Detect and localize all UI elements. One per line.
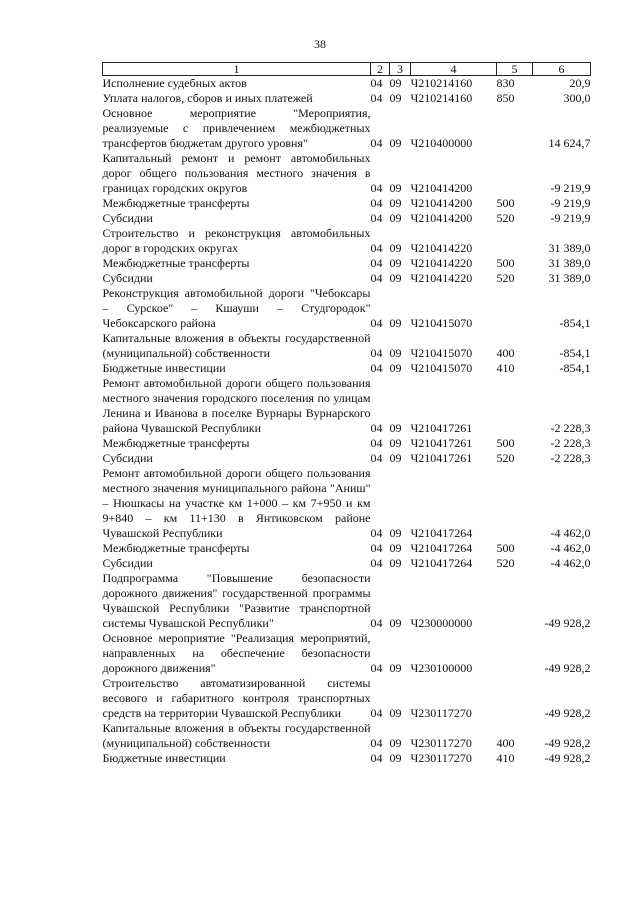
row-target-article: Ч210417264 bbox=[410, 541, 473, 555]
row-target-article: Ч210415070 bbox=[410, 316, 473, 330]
row-target-article: Ч230117270 bbox=[410, 706, 472, 720]
table-row bbox=[103, 751, 591, 766]
row-expense-type bbox=[497, 376, 533, 436]
row-section: 04 bbox=[370, 616, 383, 630]
row-target-article: Ч210414220 bbox=[410, 271, 473, 285]
row-amount: -4 462,0 bbox=[550, 526, 591, 540]
row-amount: -854,1 bbox=[559, 346, 591, 360]
row-target-article: Ч210400000 bbox=[410, 136, 473, 150]
row-name: Подпрограмма "Повышение безопасности дорожного движения" государственной программы Чувашской Республики "Развитие транспортной системы Чувашской Республики" bbox=[102, 571, 371, 630]
row-expense-type: 500 bbox=[496, 436, 515, 450]
row-amount: -49 928,2 bbox=[544, 736, 591, 750]
header-col-2: 2 bbox=[371, 63, 390, 76]
row-expense-type bbox=[497, 676, 533, 721]
table-row bbox=[103, 361, 591, 376]
row-amount: 31 389,0 bbox=[548, 256, 591, 270]
table-row bbox=[103, 721, 591, 751]
row-subsection: 09 bbox=[389, 361, 402, 375]
row-amount: -4 462,0 bbox=[550, 556, 591, 570]
table-row bbox=[103, 541, 591, 556]
row-subsection: 09 bbox=[389, 451, 402, 465]
row-target-article: Ч210417264 bbox=[410, 556, 473, 570]
row-amount: -9 219,9 bbox=[550, 211, 591, 225]
row-expense-type: 500 bbox=[496, 196, 515, 210]
row-subsection: 09 bbox=[389, 91, 402, 105]
header-row bbox=[103, 63, 591, 76]
row-expense-type bbox=[497, 151, 533, 196]
row-target-article: Ч230000000 bbox=[410, 616, 473, 630]
row-expense-type: 520 bbox=[496, 271, 515, 285]
row-amount: -2 228,3 bbox=[550, 436, 591, 450]
page-number: 38 bbox=[314, 37, 326, 51]
row-name: Субсидии bbox=[102, 451, 153, 465]
row-section: 04 bbox=[370, 541, 383, 555]
row-target-article: Ч210417261 bbox=[410, 451, 473, 465]
row-target-article: Ч230100000 bbox=[410, 661, 473, 675]
row-amount: 14 624,7 bbox=[548, 136, 591, 150]
header-col-4: 4 bbox=[411, 63, 497, 76]
row-amount: -2 228,3 bbox=[550, 421, 591, 435]
budget-table bbox=[102, 62, 591, 766]
row-subsection: 09 bbox=[389, 136, 402, 150]
row-amount: 300,0 bbox=[563, 91, 591, 105]
row-subsection: 09 bbox=[389, 541, 402, 555]
row-expense-type: 520 bbox=[496, 211, 515, 225]
row-name: Межбюджетные трансферты bbox=[102, 541, 250, 555]
row-amount: -9 219,9 bbox=[550, 196, 591, 210]
header-col-3: 3 bbox=[390, 63, 411, 76]
row-section: 04 bbox=[370, 316, 383, 330]
row-name: Межбюджетные трансферты bbox=[102, 196, 250, 210]
row-name: Бюджетные инвестиции bbox=[102, 361, 226, 375]
table-row bbox=[103, 466, 591, 541]
row-subsection: 09 bbox=[389, 316, 402, 330]
row-subsection: 09 bbox=[389, 436, 402, 450]
row-amount: -49 928,2 bbox=[544, 751, 591, 765]
row-name: Капитальные вложения в объекты государственной (муниципальной) собственности bbox=[102, 721, 371, 750]
row-section: 04 bbox=[370, 451, 383, 465]
row-target-article: Ч210414200 bbox=[410, 196, 473, 210]
row-name: Субсидии bbox=[102, 556, 153, 570]
row-section: 04 bbox=[370, 271, 383, 285]
table-header bbox=[103, 63, 591, 76]
table-row bbox=[103, 271, 591, 286]
row-expense-type: 400 bbox=[496, 736, 515, 750]
row-amount: 31 389,0 bbox=[548, 241, 591, 255]
row-expense-type: 830 bbox=[496, 76, 515, 90]
row-section: 04 bbox=[370, 211, 383, 225]
row-expense-type: 850 bbox=[496, 91, 515, 105]
row-name: Основное мероприятие "Мероприятия, реализуемые с привлечением межбюджетных трансфертов бюджетам другого уровня" bbox=[102, 106, 371, 150]
row-amount: -49 928,2 bbox=[544, 616, 591, 630]
row-name: Строительство автоматизированной системы весового и габаритного контроля транспортных средств на территории Чувашской Республики bbox=[102, 676, 371, 720]
row-name: Ремонт автомобильной дороги общего пользования местного значения городского поселения по улицам Ленина и Иванова в поселке Вурнары Вурнарского района Чувашской Республики bbox=[102, 376, 371, 435]
row-name: Реконструкция автомобильной дороги "Чебоксары – Сурское" – Кшауши – Студгородок" Чебоксарского района bbox=[102, 286, 371, 330]
row-target-article: Ч230117270 bbox=[410, 736, 472, 750]
row-expense-type: 410 bbox=[496, 361, 515, 375]
row-name: Ремонт автомобильной дороги общего пользования местного значения муниципального района "Аниш" – Нюшкасы на участке км 1+000 – км 7+950 и км 9+840 – км 11+130 в Янтиковском районе Чувашской Республики bbox=[102, 466, 371, 540]
row-amount: -4 462,0 bbox=[550, 541, 591, 555]
table-row bbox=[103, 211, 591, 226]
header-col-6: 6 bbox=[533, 63, 591, 76]
table-row bbox=[103, 631, 591, 676]
row-subsection: 09 bbox=[389, 211, 402, 225]
row-subsection: 09 bbox=[389, 526, 402, 540]
row-section: 04 bbox=[370, 361, 383, 375]
table-row bbox=[103, 676, 591, 721]
row-name: Основное мероприятие "Реализация мероприятий, направленных на обеспечение безопасности дорожного движения" bbox=[102, 631, 371, 675]
row-expense-type bbox=[497, 226, 533, 256]
row-name: Межбюджетные трансферты bbox=[102, 436, 250, 450]
table-body bbox=[103, 76, 591, 767]
row-subsection: 09 bbox=[389, 556, 402, 570]
table-row bbox=[103, 91, 591, 106]
row-name: Капитальный ремонт и ремонт автомобильных дорог общего пользования местного значения в границах городских округов bbox=[102, 151, 371, 195]
table-row bbox=[103, 196, 591, 211]
row-section: 04 bbox=[370, 751, 383, 765]
row-target-article: Ч210417264 bbox=[410, 526, 473, 540]
row-name: Субсидии bbox=[102, 271, 153, 285]
row-expense-type: 520 bbox=[496, 451, 515, 465]
row-name: Уплата налогов, сборов и иных платежей bbox=[102, 91, 313, 105]
row-expense-type bbox=[497, 466, 533, 541]
row-target-article: Ч210214160 bbox=[410, 91, 473, 105]
row-subsection: 09 bbox=[389, 616, 402, 630]
table-row bbox=[103, 76, 591, 92]
table-row bbox=[103, 331, 591, 361]
row-target-article: Ч210417261 bbox=[410, 436, 473, 450]
row-name: Межбюджетные трансферты bbox=[102, 256, 250, 270]
table-row bbox=[103, 556, 591, 571]
row-expense-type bbox=[497, 631, 533, 676]
row-expense-type: 520 bbox=[496, 556, 515, 570]
row-expense-type: 500 bbox=[496, 256, 515, 270]
row-subsection: 09 bbox=[389, 181, 402, 195]
row-amount: -49 928,2 bbox=[544, 661, 591, 675]
row-subsection: 09 bbox=[389, 76, 402, 90]
table-row bbox=[103, 286, 591, 331]
row-amount: 20,9 bbox=[569, 76, 591, 90]
row-name: Бюджетные инвестиции bbox=[102, 751, 226, 765]
row-name: Капитальные вложения в объекты государственной (муниципальной) собственности bbox=[102, 331, 371, 360]
row-section: 04 bbox=[370, 256, 383, 270]
table-row bbox=[103, 571, 591, 631]
row-section: 04 bbox=[370, 91, 383, 105]
row-section: 04 bbox=[370, 241, 383, 255]
row-subsection: 09 bbox=[389, 751, 402, 765]
row-subsection: 09 bbox=[389, 661, 402, 675]
row-subsection: 09 bbox=[389, 736, 402, 750]
header-col-5: 5 bbox=[497, 63, 533, 76]
row-expense-type bbox=[497, 106, 533, 151]
row-subsection: 09 bbox=[389, 196, 402, 210]
row-section: 04 bbox=[370, 706, 383, 720]
row-subsection: 09 bbox=[389, 256, 402, 270]
row-section: 04 bbox=[370, 76, 383, 90]
row-amount: -2 228,3 bbox=[550, 451, 591, 465]
table-row bbox=[103, 256, 591, 271]
row-name: Субсидии bbox=[102, 211, 153, 225]
row-section: 04 bbox=[370, 196, 383, 210]
row-target-article: Ч210214160 bbox=[410, 76, 473, 90]
row-target-article: Ч210415070 bbox=[410, 346, 473, 360]
row-name: Строительство и реконструкция автомобильных дорог в городских округах bbox=[102, 226, 371, 255]
row-expense-type bbox=[497, 571, 533, 631]
row-expense-type bbox=[497, 286, 533, 331]
row-section: 04 bbox=[370, 421, 383, 435]
header-col-1: 1 bbox=[103, 63, 371, 76]
table-row bbox=[103, 376, 591, 436]
row-amount: 31 389,0 bbox=[548, 271, 591, 285]
row-target-article: Ч210414220 bbox=[410, 256, 473, 270]
table-row bbox=[103, 226, 591, 256]
row-amount: -854,1 bbox=[559, 361, 591, 375]
row-target-article: Ч210415070 bbox=[410, 361, 473, 375]
row-target-article: Ч210417261 bbox=[410, 421, 473, 435]
row-section: 04 bbox=[370, 436, 383, 450]
row-amount: -9 219,9 bbox=[550, 181, 591, 195]
row-section: 04 bbox=[370, 346, 383, 360]
row-amount: -854,1 bbox=[559, 316, 591, 330]
table-row bbox=[103, 151, 591, 196]
row-target-article: Ч230117270 bbox=[410, 751, 472, 765]
row-target-article: Ч210414220 bbox=[410, 241, 473, 255]
row-target-article: Ч210414200 bbox=[410, 181, 473, 195]
row-expense-type: 500 bbox=[496, 541, 515, 555]
row-section: 04 bbox=[370, 556, 383, 570]
row-section: 04 bbox=[370, 136, 383, 150]
row-section: 04 bbox=[370, 526, 383, 540]
table-row bbox=[103, 106, 591, 151]
table-row bbox=[103, 451, 591, 466]
row-section: 04 bbox=[370, 736, 383, 750]
row-subsection: 09 bbox=[389, 271, 402, 285]
row-section: 04 bbox=[370, 181, 383, 195]
row-section: 04 bbox=[370, 661, 383, 675]
row-subsection: 09 bbox=[389, 241, 402, 255]
row-expense-type: 400 bbox=[496, 346, 515, 360]
row-amount: -49 928,2 bbox=[544, 706, 591, 720]
row-target-article: Ч210414200 bbox=[410, 211, 473, 225]
table-row bbox=[103, 436, 591, 451]
row-name: Исполнение судебных актов bbox=[102, 76, 247, 90]
row-subsection: 09 bbox=[389, 421, 402, 435]
row-subsection: 09 bbox=[389, 706, 402, 720]
row-expense-type: 410 bbox=[496, 751, 515, 765]
row-subsection: 09 bbox=[389, 346, 402, 360]
